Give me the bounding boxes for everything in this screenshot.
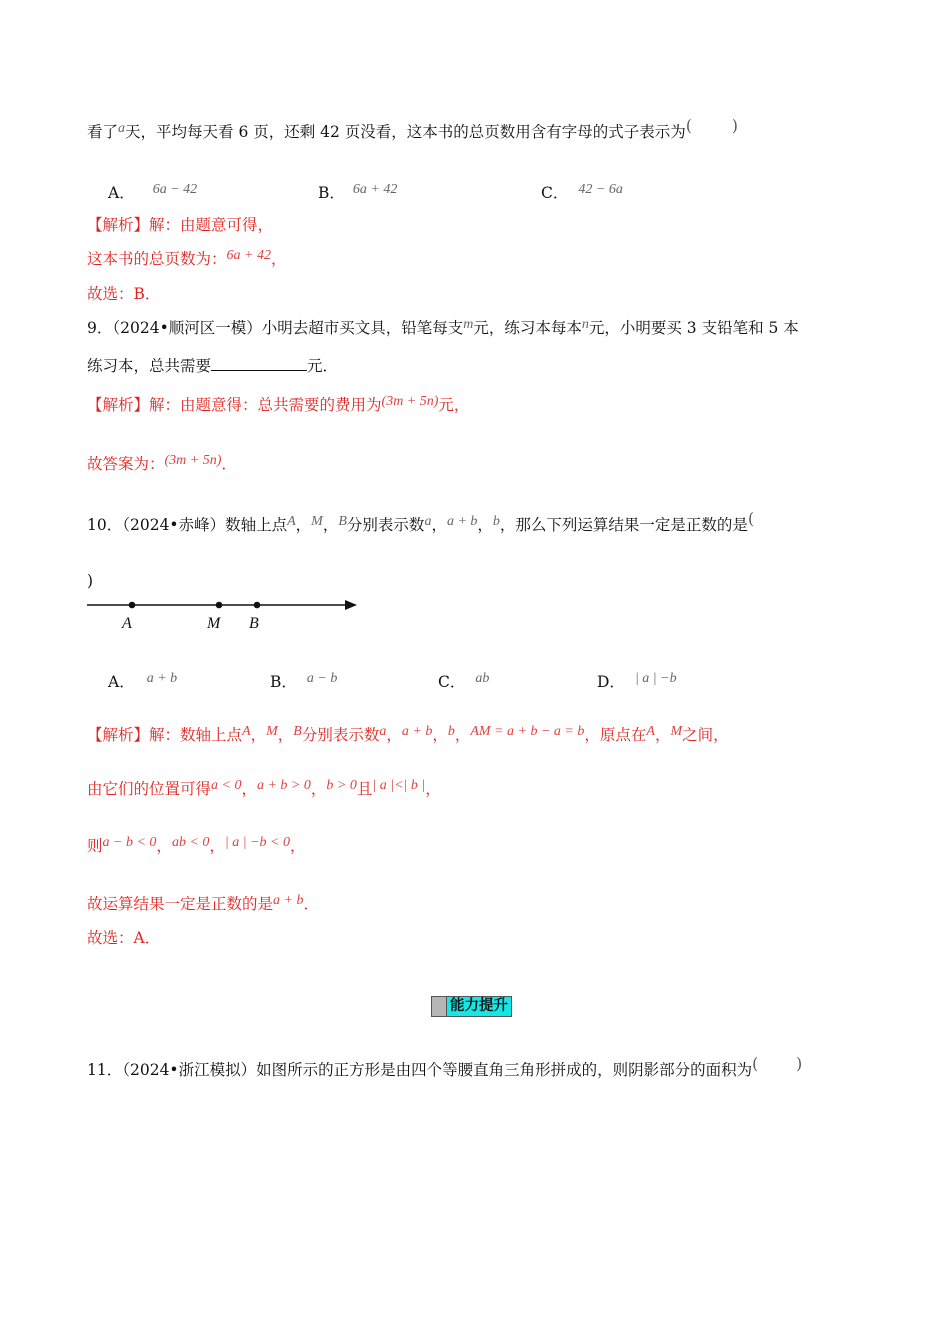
q8-option-b[interactable]: B． 6a + 42 — [318, 182, 398, 202]
q9-stem-line1: 9．（2024•顺河区一模）小明去超市买文具，铅笔每支m元，练习本每本n元，小明要买 3 支铅笔和 5 本 — [87, 317, 799, 337]
q10-analysis-3: 则a − b < 0，ab < 0，| a | −b < 0， — [87, 835, 306, 855]
q10-option-d[interactable]: D． | a | −b — [597, 671, 677, 691]
q10-stem: 10．（2024•赤峰）数轴上点A，M，B分别表示数a，a + b，b，那么下列运算结果一定是正数的是( — [87, 510, 754, 534]
point-m-label: M — [207, 615, 221, 632]
section-heading — [431, 996, 512, 1017]
q9-answer-blank[interactable] — [211, 355, 307, 371]
point-a — [129, 602, 136, 609]
q8-stem: 看了a天，平均每天看 6 页，还剩 42 页没看，这本书的总页数用含有字母的式子表示为( ) — [87, 117, 738, 141]
q9-analysis: 【解析】解：由题意得：总共需要的费用为(3m + 5n)元， — [87, 394, 470, 414]
q10-option-c[interactable]: C． ab — [438, 671, 490, 691]
q11-stem: 11．（2024•浙江模拟）如图所示的正方形是由四个等腰直角三角形拼成的，则阴影部分的面积为( ) — [87, 1055, 803, 1079]
q10-analysis-4: 故运算结果一定是正数的是a + b． — [87, 893, 319, 913]
q10-paren-close: ) — [87, 572, 94, 590]
q9-stem-line2: 练习本，总共需要 元． — [87, 357, 339, 375]
q8-var-a: a — [118, 121, 126, 136]
q8-analysis-2: 这本书的总页数为：6a + 42， — [87, 248, 287, 268]
point-a-label: A — [122, 615, 132, 632]
number-line-arrow — [345, 600, 357, 610]
q10-option-b[interactable]: B． a − b — [270, 671, 338, 691]
q8-option-a[interactable]: A． 6a − 42 — [108, 182, 198, 202]
q8-option-c[interactable]: C． 42 − 6a — [541, 182, 623, 202]
point-b — [254, 602, 261, 609]
q10-analysis-2: 由它们的位置可得a < 0，a + b > 0，b > 0且| a |<| b |， — [87, 778, 441, 798]
point-m — [216, 602, 223, 609]
section-heading-title: 能力提升 — [447, 997, 511, 1016]
point-b-label: B — [249, 615, 259, 632]
q9-answer: 故答案为：(3m + 5n)． — [87, 453, 237, 473]
section-heading-marker — [432, 997, 447, 1016]
q8-answer: 故选：B． — [87, 285, 161, 303]
number-line-figure — [87, 596, 367, 636]
q10-option-a[interactable]: A． a + b — [108, 671, 178, 691]
q8-analysis-1: 【解析】解：由题意可得， — [87, 216, 274, 234]
q10-answer: 故选：A． — [87, 929, 161, 947]
q10-analysis-1: 【解析】解：数轴上点A，M，B分别表示数a，a + b，b，AM = a + b − a = b，原点在A，M之间， — [87, 724, 729, 744]
